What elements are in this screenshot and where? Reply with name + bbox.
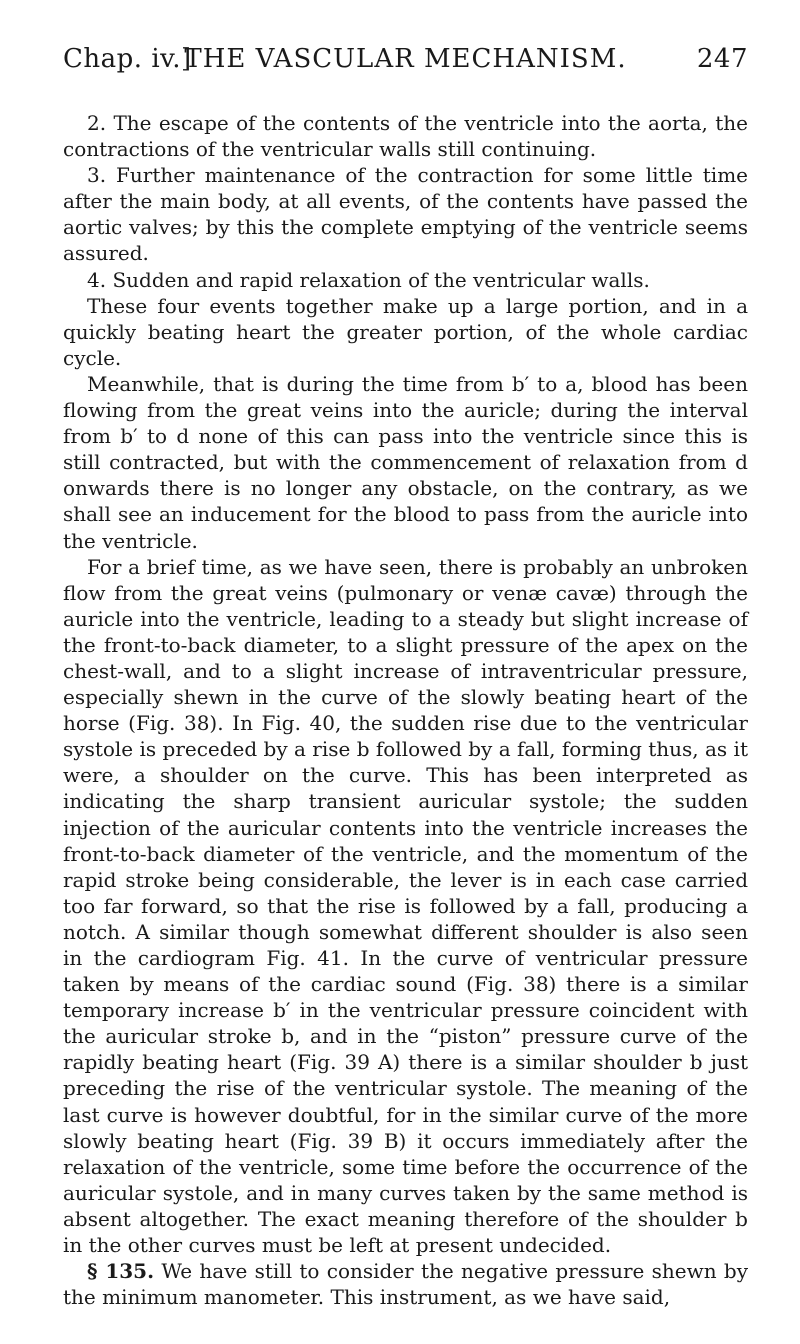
paragraph-meanwhile: Meanwhile, that is during the time from b′ to a, blood has been flowing from the great veins into the auricle; during the interval from b′ to d none of this can pass into the ventricle since this is still contracted, but with the commencement of relaxation from d onwards there is no longer any obstacle, on the contrary, as we shall see an inducement for the blood to pass from the auricle into the ventricle.	[63, 371, 748, 553]
paragraph-four-events: These four events together make up a large portion, and in a quickly beating heart the greater portion, of the whole cardiac cycle.	[63, 293, 748, 370]
page-number: 247	[696, 44, 748, 74]
paragraph-event-2: 2. The escape of the contents of the ventricle into the aorta, the contractions of the ventricular walls still continuing.	[63, 111, 748, 162]
section-text: We have still to consider the negative pressure shewn by the minimum manometer. This instrument, as we have said,	[63, 1259, 748, 1310]
paragraph-event-4: 4. Sudden and rapid relaxation of the ventricular walls.	[87, 267, 650, 292]
paragraph-event-3: 3. Further maintenance of the contraction for some little time after the main body, at all events, of the contents have passed the aortic valves; by this the complete emptying of the ventricle seems assured.	[63, 163, 748, 266]
page-body	[63, 110, 748, 1310]
chapter-label: Chap. iv.]	[63, 44, 192, 74]
section-mark: § 135.	[87, 1259, 155, 1284]
running-header	[63, 44, 748, 80]
paragraph-section-135	[63, 1258, 748, 1310]
paragraph-auricular-flow: For a brief time, as we have seen, there is probably an unbroken flow from the great veins (pulmonary or venæ cavæ) through the auricle into the ventricle, leading to a steady but slight increase of the front-to-back diameter, to a slight pressure of the apex on the chest-wall, and to a slight increase of intraventricular pressure, especially shewn in the curve of the slowly beating heart of the horse (Fig. 38). In Fig. 40, the sudden rise due to the ventricular systole is preceded by a rise b followed by a fall, forming thus, as it were, a shoulder on the curve. This has been interpreted as indicating the sharp transient auricular systole; the sudden injection of the auricular contents into the ventricle increases the front-to-back diameter of the ventricle, and the momentum of the rapid stroke being considerable, the lever is in each case carried too far forward, so that the rise is followed by a fall, producing a notch. A similar though somewhat different shoulder is also seen in the cardiogram Fig. 41. In the curve of ventricular pressure taken by means of the cardiac sound (Fig. 38) there is a similar temporary increase b′ in the ventricular pressure coincident with the auricular stroke b, and in the “piston” pressure curve of the rapidly beating heart (Fig. 39 A) there is a similar shoulder b just preceding the rise of the ventricular systole. The meaning of the last curve is however doubtful, for in the similar curve of the more slowly beating heart (Fig. 39 B) it occurs immediately after the relaxation of the ventricle, some time before the occurrence of the auricular systole, and in many curves taken by the same method is absent altogether. The exact meaning therefore of the shoulder b in the other curves must be left at present undecided.	[63, 554, 748, 1258]
running-title: THE VASCULAR MECHANISM.	[184, 44, 627, 74]
